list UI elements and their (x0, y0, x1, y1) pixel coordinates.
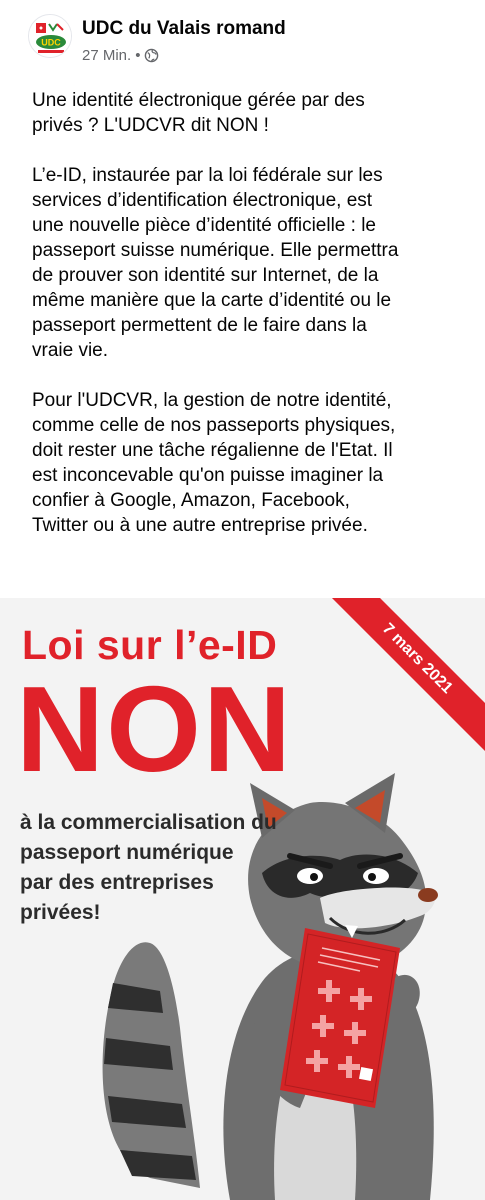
post-paragraph: L’e-ID, instaurée par la loi fédérale sur les services d’identification électronique, est une nouvelle pièce d’identité officielle : le passeport suisse numérique. Elle permettra de prouver son identité sur Internet, de la même manière que la carte d’identité ou le passeport permettent de le faire dans la vraie vie. (32, 165, 399, 361)
poster-subtitle-line: à la commercialisation du (20, 811, 277, 834)
poster-title: Loi sur l’e-ID (22, 622, 278, 668)
raccoon-tail (103, 942, 200, 1188)
poster-subtitle-line: par des entreprises (20, 871, 214, 894)
svg-text:UDC: UDC (41, 37, 61, 48)
post-time[interactable]: 27 Min. (82, 47, 132, 64)
ribbon-date: 7 mars 2021 (378, 620, 456, 698)
post-text (32, 88, 472, 563)
udc-logo-icon (29, 15, 72, 58)
meta-separator: • (135, 47, 141, 64)
page-avatar[interactable] (28, 14, 72, 58)
post-header (0, 0, 485, 80)
post-meta (82, 47, 159, 64)
page-name[interactable]: UDC du Valais romand (82, 18, 286, 39)
poster-subtitle (20, 808, 320, 928)
post-image[interactable] (0, 598, 485, 1200)
poster-subtitle-line: privées! (20, 901, 101, 924)
post-paragraph: Pour l'UDCVR, la gestion de notre identité, comme celle de nos passeports physiques, doit rester une tâche régalienne de l'Etat. Il est inconcevable qu'on puisse imaginer la confier à Google, Amazon, Facebook, Twitter ou à une autre entreprise privée. (32, 390, 396, 536)
poster-non: NON (16, 661, 294, 797)
globe-icon (144, 48, 159, 63)
post-paragraph: Une identité électronique gérée par des privés ? L'UDCVR dit NON ! (32, 90, 365, 136)
poster-subtitle-line: passeport numérique (20, 841, 234, 864)
